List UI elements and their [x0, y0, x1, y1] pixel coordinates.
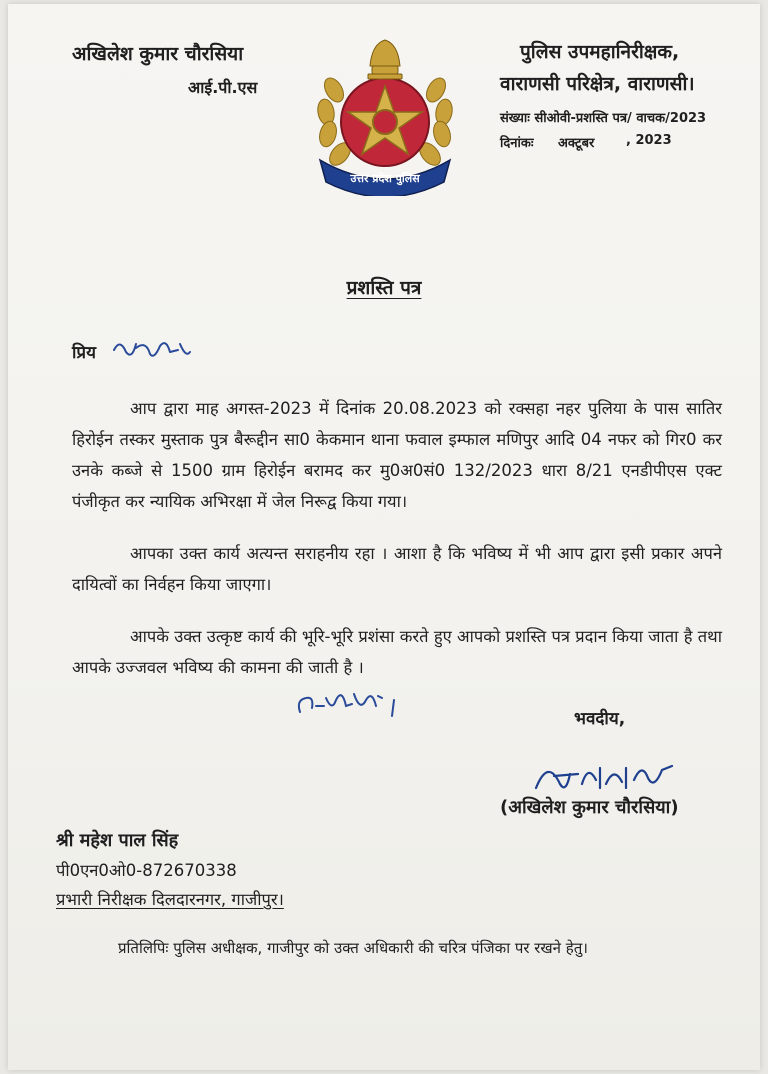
signature: [530, 754, 690, 800]
body-paragraph-1: [72, 393, 722, 517]
recipient-post: प्रभारी निरीक्षक दिलदारनगर, गाजीपुर।: [56, 890, 284, 909]
salutation: प्रिय: [72, 343, 96, 363]
date-month: अक्टूबर: [558, 136, 595, 151]
body-paragraph-2: [72, 538, 722, 600]
handwritten-salutation: [106, 330, 196, 370]
recipient-id: पी0एन0ओ0-872670338: [56, 861, 237, 880]
recipient-name: श्री महेश पाल सिंह: [56, 830, 179, 851]
lion-capital-icon: [368, 40, 402, 79]
body-paragraph-2-text: आपका उक्त कार्य अत्यन्त सराहनीय रहा । आशा है कि भविष्य में भी आप द्वारा इसी प्रकार अपने दायित्वों का निर्वहन किया जाएगा।: [72, 544, 722, 594]
document-title-text: प्रशस्ति पत्र: [346, 277, 422, 299]
sender-name: अखिलेश कुमार चौरसिया: [72, 43, 244, 65]
body-paragraph-3-text: आपके उक्त उत्कृष्ट कार्य की भूरि-भूरि प्रशंसा करते हुए आपको प्रशस्ति पत्र प्रदान किया जाता है तथा आपके उज्जवल भविष्य की कामना की जाती है ।: [72, 627, 722, 677]
closing: भवदीय,: [574, 709, 626, 729]
date-year: , 2023: [626, 133, 672, 148]
reference-number: संख्याः सीओवी-प्रशस्ति पत्र/ वाचक/2023: [500, 111, 707, 126]
body-paragraph-1-text: आप द्वारा माह अगस्त-2023 में दिनांक 20.08.2023 को रक्सहा नहर पुलिया के पास सातिर हिरोईन तस्कर मुस्ताक पुत्र बैरूद्दीन सा0 केकमान थाना फवाल इम्फाल मणिपुर आदि 04 नफर को गिर0 कर उनके कब्जे से 1500 ग्राम हिरोईन बरामद कर मु0अ0सं0 132/2023 धारा 8/21 एनडीपीएस एक्ट पंजीकृत कर न्यायिक अभिरक्षा में जेल निरूद्व किया गया।: [72, 399, 722, 511]
office-location: वाराणसी परिक्षेत्र, वाराणसी।: [500, 73, 695, 95]
body-paragraph-3: [72, 621, 722, 683]
up-police-emblem: [312, 30, 458, 196]
emblem-ribbon-text: उत्तर प्रदेश पुलिस: [350, 172, 420, 185]
sender-rank: आई.पी.एस: [188, 78, 258, 97]
date-label: दिनांकः: [500, 136, 534, 151]
document-title: [0, 274, 768, 300]
handwritten-note: [290, 682, 410, 726]
signatory-name: (अखिलेश कुमार चौरसिया): [500, 797, 679, 818]
office-title: पुलिस उपमहानिरीक्षक,: [520, 41, 680, 63]
copy-to-note: प्रतिलिपिः पुलिस अधीक्षक, गाजीपुर को उक्त अधिकारी की चरित्र पंजिका पर रखने हेतु।: [118, 939, 588, 957]
